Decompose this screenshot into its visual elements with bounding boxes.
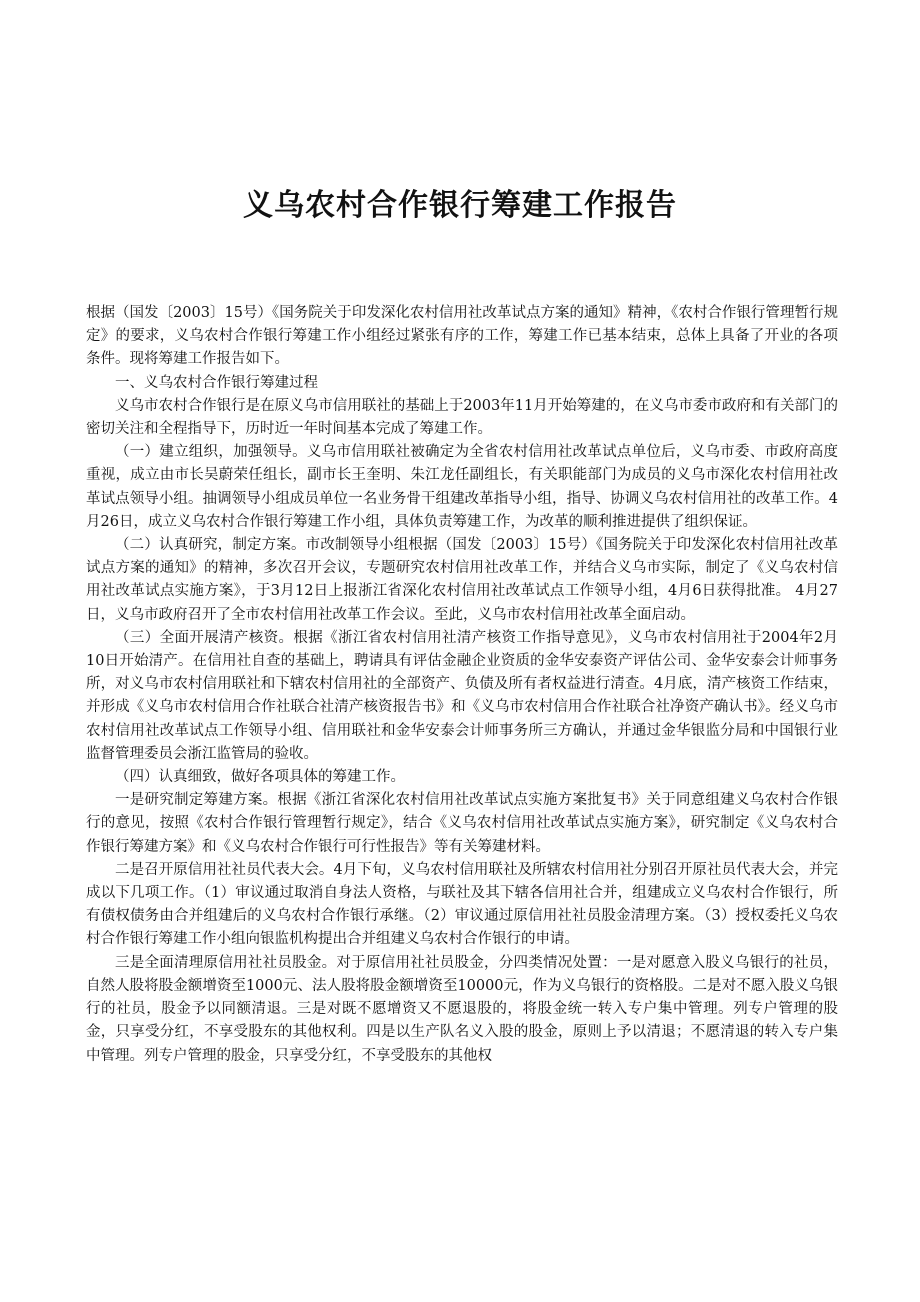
body-paragraph: （三）全面开展清产核资。根据《浙江省农村信用社清产核资工作指导意见》，义乌市农村信用社于2004年2月10日开始清产。在信用社自查的基础上，聘请具有评估金融企业资质的金华安泰资产评估公司、金华安泰会计师事务所，对义乌市农村信用联社和下辖农村信用社的全部资产、负债及所有者权益进行清查。4月底，清产核资工作结束，并形成《义乌市农村信用合作社联合社清产核资报告书》和《义乌市农村信用合作社联合社净资产确认书》。经义乌市农村信用社改革试点工作领导小组、信用联社和金华安泰会计师事务所三方确认，并通过金华银监分局和中国银行业监督管理委员会浙江监管局的验收。 xyxy=(86,629,838,762)
body-paragraph: 一是研究制定筹建方案。根据《浙江省深化农村信用社改革试点实施方案批复书》关于同意组建义乌农村合作银行的意见，按照《农村合作银行管理暂行规定》，结合《义乌农村信用社改革试点实施方案》，研究制定《义乌农村合作银行筹建方案》和《义乌农村合作银行可行性报告》等有关筹建材料。 xyxy=(86,792,838,855)
subsection-heading: （四）认真细致，做好各项具体的筹建工作。 xyxy=(115,769,405,786)
document-title: 义乌农村合作银行筹建工作报告 xyxy=(243,188,677,223)
body-paragraph: 义乌市农村合作银行是在原义乌市信用联社的基础上于2003年11月开始筹建的，在义乌市委市政府和有关部门的密切关注和全程指导下，历时近一年时间基本完成了筹建工作。 xyxy=(86,397,838,438)
section-heading-1: 一、义乌农村合作银行筹建过程 xyxy=(115,374,318,391)
intro-paragraph: 根据（国发〔2003〕15号）《国务院关于印发深化农村信用社改革试点方案的通知》精神，《农村合作银行管理暂行规定》的要求，义乌农村合作银行筹建工作小组经过紧张有序的工作，筹建工作已基本结束，总体上具备了开业的各项条件。现将筹建工作报告如下。 xyxy=(86,305,838,368)
document-body xyxy=(86,302,838,1068)
body-paragraph: 二是召开原信用社社员代表大会。4月下旬，义乌农村信用联社及所辖农村信用社分别召开原社员代表大会，并完成以下几项工作。（1）审议通过取消自身法人资格，与联社及其下辖各信用社合并，组建成立义乌农村合作银行，所有债权债务由合并组建后的义乌农村合作银行承继。（2）审议通过原信用社社员股金清理方案。（3）授权委托义乌农村合作银行筹建工作小组向银监机构提出合并组建义乌农村合作银行的申请。 xyxy=(86,861,838,948)
body-paragraph: （二）认真研究，制定方案。市改制领导小组根据（国发〔2003〕15号）《国务院关于印发深化农村信用社改革试点方案的通知》的精神，多次召开会议，专题研究农村信用社改革工作，并结合义乌市实际，制定了《义乌农村信用社改革试点实施方案》，于3月12日上报浙江省深化农村信用社改革试点工作领导小组，4月6日获得批准。 4月27日，义乌市政府召开了全市农村信用社改革工作会议。至此，义乌市农村信用社改革全面启动。 xyxy=(86,537,838,623)
body-paragraph: （一）建立组织，加强领导。义乌市信用联社被确定为全省农村信用社改革试点单位后，义乌市委、市政府高度重视，成立由市长吴蔚荣任组长，副市长王奎明、朱江龙任副组长，有关职能部门为成员的义乌市深化农村信用社改革试点领导小组。抽调领导小组成员单位一名业务骨干组建改革指导小组，指导、协调义乌农村信用社的改革工作。4月26日，成立义乌农村合作银行筹建工作小组，具体负责筹建工作，为改革的顺利推进提供了组织保证。 xyxy=(86,444,838,530)
body-paragraph: 三是全面清理原信用社社员股金。对于原信用社社员股金，分四类情况处置：一是对愿意入股义乌银行的社员，自然人股将股金额增资至1000元、法人股将股金额增资至10000元，作为义乌银行的资格股。二是对不愿入股义乌银行的社员，股金予以同额清退。三是对既不愿增资又不愿退股的，将股金统一转入专户集中管理。列专户管理的股金，只享受分红，不享受股东的其他权利。四是以生产队名义入股的股金，原则上予以清退；不愿清退的转入专户集中管理。列专户管理的股金，只享受分红，不享受股东的其他权 xyxy=(86,954,838,1064)
